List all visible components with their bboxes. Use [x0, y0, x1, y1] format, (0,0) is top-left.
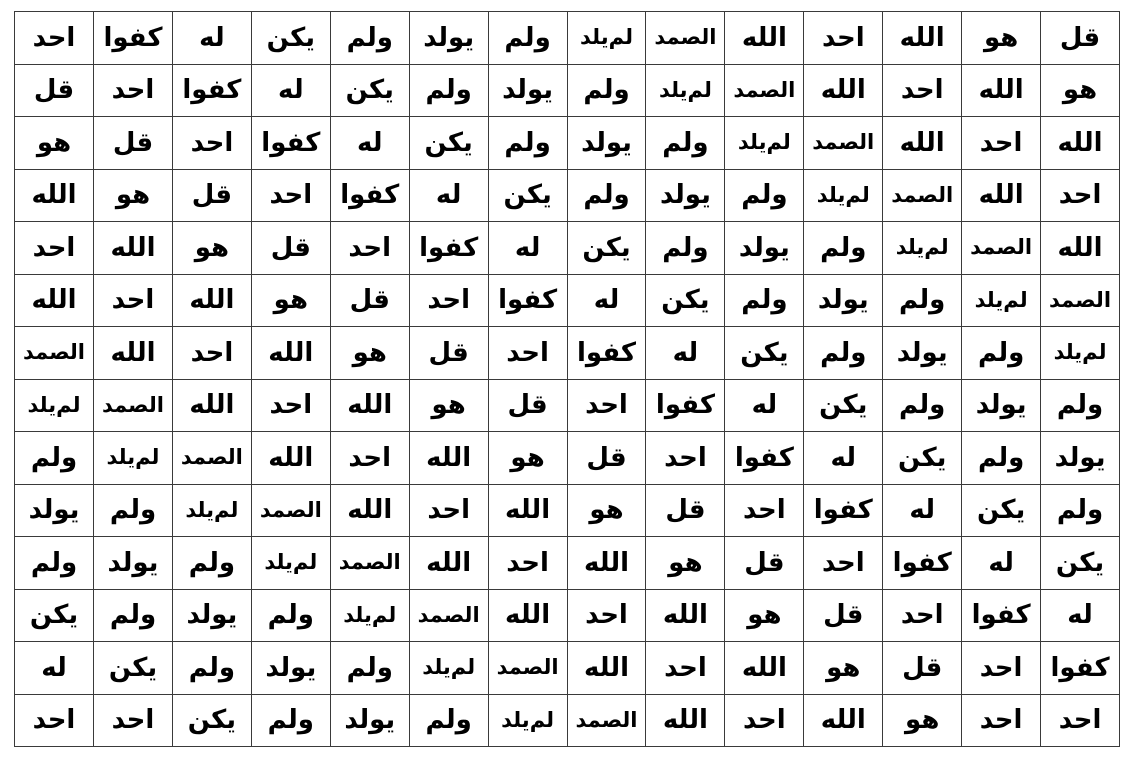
grid-cell: له	[330, 117, 409, 170]
grid-cell: هو	[646, 537, 725, 590]
grid-cell: احد	[725, 484, 804, 537]
grid-cell: يولد	[883, 327, 962, 380]
grid-cell: قل	[725, 537, 804, 590]
grid-cell: احد	[962, 694, 1041, 747]
grid-cell: يولد	[409, 12, 488, 65]
grid-cell: احد	[251, 379, 330, 432]
grid-cell: هو	[251, 274, 330, 327]
grid-cell: يولد	[725, 222, 804, 275]
grid-cell: ولم	[94, 484, 173, 537]
grid-cell: له	[646, 327, 725, 380]
grid-cell: الله	[94, 327, 173, 380]
grid-cell: لم‌يلد	[330, 589, 409, 642]
grid-cell: ولم	[725, 169, 804, 222]
grid-cell: احد	[15, 12, 94, 65]
grid-cell: هو	[94, 169, 173, 222]
grid-cell: الله	[15, 274, 94, 327]
grid-cell: ولم	[172, 537, 251, 590]
grid-cell: ولم	[330, 642, 409, 695]
grid-cell: الصمد	[883, 169, 962, 222]
grid-cell: يولد	[488, 64, 567, 117]
grid-cell: الصمد	[15, 327, 94, 380]
grid-row	[15, 379, 1120, 432]
grid-cell: كفوا	[409, 222, 488, 275]
grid-cell: له	[172, 12, 251, 65]
grid-cell: هو	[409, 379, 488, 432]
grid-cell: ولم	[488, 117, 567, 170]
grid-row	[15, 589, 1120, 642]
grid-cell: له	[1041, 589, 1120, 642]
grid-row	[15, 432, 1120, 485]
grid-cell: يكن	[883, 432, 962, 485]
grid-cell: ولم	[646, 117, 725, 170]
grid-cell: هو	[172, 222, 251, 275]
grid-cell: ولم	[15, 432, 94, 485]
grid-cell: احد	[646, 432, 725, 485]
grid-cell: هو	[883, 694, 962, 747]
grid-row	[15, 694, 1120, 747]
grid-cell: له	[804, 432, 883, 485]
grid-cell: يكن	[1041, 537, 1120, 590]
grid-cell: كفوا	[94, 12, 173, 65]
grid-cell: هو	[962, 12, 1041, 65]
grid-cell: احد	[172, 327, 251, 380]
grid-cell: الصمد	[962, 222, 1041, 275]
grid-cell: الله	[1041, 222, 1120, 275]
grid-cell: ولم	[251, 694, 330, 747]
word-grid-body	[15, 12, 1120, 747]
grid-cell: الله	[251, 327, 330, 380]
grid-cell: يكن	[567, 222, 646, 275]
grid-cell: لم‌يلد	[962, 274, 1041, 327]
grid-cell: كفوا	[646, 379, 725, 432]
grid-cell: يولد	[172, 589, 251, 642]
grid-cell: احد	[725, 694, 804, 747]
grid-cell: قل	[567, 432, 646, 485]
grid-cell: يولد	[330, 694, 409, 747]
grid-cell: يولد	[251, 642, 330, 695]
grid-row	[15, 12, 1120, 65]
grid-cell: قل	[488, 379, 567, 432]
grid-cell: الصمد	[409, 589, 488, 642]
grid-cell: لم‌يلد	[172, 484, 251, 537]
grid-cell: الله	[962, 64, 1041, 117]
grid-cell: قل	[1041, 12, 1120, 65]
grid-cell: احد	[804, 537, 883, 590]
grid-cell: ولم	[883, 274, 962, 327]
grid-cell: الصمد	[94, 379, 173, 432]
grid-cell: احد	[94, 64, 173, 117]
grid-cell: الله	[883, 12, 962, 65]
grid-cell: هو	[725, 589, 804, 642]
grid-row	[15, 222, 1120, 275]
grid-cell: الله	[646, 694, 725, 747]
grid-cell: يكن	[962, 484, 1041, 537]
grid-cell: هو	[1041, 64, 1120, 117]
grid-cell: احد	[15, 222, 94, 275]
grid-cell: الله	[330, 484, 409, 537]
grid-cell: لم‌يلد	[1041, 327, 1120, 380]
grid-row	[15, 484, 1120, 537]
grid-cell: ولم	[567, 64, 646, 117]
grid-cell: احد	[1041, 694, 1120, 747]
grid-cell: كفوا	[251, 117, 330, 170]
grid-cell: احد	[488, 537, 567, 590]
grid-cell: الله	[646, 589, 725, 642]
grid-row	[15, 642, 1120, 695]
grid-cell: ولم	[567, 169, 646, 222]
grid-cell: ولم	[804, 222, 883, 275]
grid-cell: يكن	[488, 169, 567, 222]
grid-cell: له	[883, 484, 962, 537]
grid-cell: هو	[330, 327, 409, 380]
grid-cell: الله	[725, 642, 804, 695]
grid-cell: قل	[15, 64, 94, 117]
grid-cell: الله	[725, 12, 804, 65]
grid-cell: الله	[1041, 117, 1120, 170]
grid-cell: لم‌يلد	[883, 222, 962, 275]
grid-cell: الله	[567, 642, 646, 695]
grid-cell: ولم	[94, 589, 173, 642]
grid-cell: الله	[883, 117, 962, 170]
grid-cell: لم‌يلد	[646, 64, 725, 117]
grid-cell: ولم	[330, 12, 409, 65]
grid-cell: ولم	[646, 222, 725, 275]
grid-cell: ولم	[962, 432, 1041, 485]
grid-cell: الله	[94, 222, 173, 275]
grid-cell: الله	[251, 432, 330, 485]
grid-cell: الصمد	[725, 64, 804, 117]
grid-cell: كفوا	[567, 327, 646, 380]
grid-cell: هو	[488, 432, 567, 485]
grid-cell: قل	[94, 117, 173, 170]
grid-cell: ولم	[883, 379, 962, 432]
word-grid	[14, 11, 1120, 747]
grid-cell: ولم	[409, 694, 488, 747]
grid-cell: لم‌يلد	[488, 694, 567, 747]
grid-cell: ولم	[488, 12, 567, 65]
grid-cell: يولد	[567, 117, 646, 170]
grid-cell: ولم	[15, 537, 94, 590]
grid-cell: يكن	[15, 589, 94, 642]
grid-cell: ولم	[725, 274, 804, 327]
grid-cell: احد	[962, 642, 1041, 695]
grid-cell: احد	[94, 694, 173, 747]
grid-cell: ولم	[1041, 379, 1120, 432]
grid-cell: الصمد	[804, 117, 883, 170]
grid-cell: يكن	[172, 694, 251, 747]
grid-cell: يكن	[804, 379, 883, 432]
grid-cell: كفوا	[1041, 642, 1120, 695]
grid-cell: احد	[567, 589, 646, 642]
grid-row	[15, 169, 1120, 222]
grid-cell: له	[962, 537, 1041, 590]
grid-cell: قل	[330, 274, 409, 327]
grid-cell: يولد	[962, 379, 1041, 432]
grid-row	[15, 64, 1120, 117]
grid-cell: يولد	[15, 484, 94, 537]
grid-cell: له	[15, 642, 94, 695]
grid-cell: كفوا	[962, 589, 1041, 642]
grid-cell: الله	[962, 169, 1041, 222]
grid-cell: له	[409, 169, 488, 222]
grid-row	[15, 117, 1120, 170]
grid-cell: الصمد	[1041, 274, 1120, 327]
grid-cell: قل	[804, 589, 883, 642]
grid-cell: احد	[488, 327, 567, 380]
grid-cell: الصمد	[567, 694, 646, 747]
grid-cell: الصمد	[251, 484, 330, 537]
grid-cell: يولد	[1041, 432, 1120, 485]
grid-cell: الله	[804, 64, 883, 117]
grid-cell: كفوا	[172, 64, 251, 117]
grid-cell: يكن	[94, 642, 173, 695]
grid-cell: يولد	[94, 537, 173, 590]
grid-cell: يكن	[725, 327, 804, 380]
grid-cell: احد	[567, 379, 646, 432]
grid-cell: الصمد	[330, 537, 409, 590]
grid-cell: الله	[409, 537, 488, 590]
grid-cell: له	[725, 379, 804, 432]
grid-cell: قل	[409, 327, 488, 380]
grid-cell: لم‌يلد	[725, 117, 804, 170]
grid-cell: الصمد	[646, 12, 725, 65]
grid-cell: قل	[883, 642, 962, 695]
grid-cell: ولم	[409, 64, 488, 117]
grid-cell: الله	[488, 589, 567, 642]
grid-cell: كفوا	[725, 432, 804, 485]
grid-cell: الله	[567, 537, 646, 590]
grid-cell: كفوا	[330, 169, 409, 222]
grid-cell: ولم	[1041, 484, 1120, 537]
grid-cell: قل	[251, 222, 330, 275]
grid-cell: احد	[883, 589, 962, 642]
grid-cell: ولم	[251, 589, 330, 642]
grid-cell: الصمد	[488, 642, 567, 695]
grid-row	[15, 327, 1120, 380]
grid-cell: كفوا	[488, 274, 567, 327]
grid-cell: احد	[15, 694, 94, 747]
grid-cell: الله	[488, 484, 567, 537]
grid-cell: لم‌يلد	[15, 379, 94, 432]
grid-cell: لم‌يلد	[567, 12, 646, 65]
grid-cell: لم‌يلد	[409, 642, 488, 695]
grid-cell: يولد	[804, 274, 883, 327]
grid-cell: هو	[567, 484, 646, 537]
grid-cell: احد	[330, 432, 409, 485]
grid-cell: لم‌يلد	[94, 432, 173, 485]
grid-cell: كفوا	[804, 484, 883, 537]
grid-cell: قل	[172, 169, 251, 222]
grid-cell: احد	[804, 12, 883, 65]
grid-cell: الله	[172, 274, 251, 327]
grid-cell: احد	[1041, 169, 1120, 222]
grid-cell: الله	[409, 432, 488, 485]
grid-cell: احد	[962, 117, 1041, 170]
grid-cell: احد	[94, 274, 173, 327]
grid-cell: قل	[646, 484, 725, 537]
grid-row	[15, 537, 1120, 590]
grid-cell: احد	[883, 64, 962, 117]
grid-cell: لم‌يلد	[804, 169, 883, 222]
grid-cell: احد	[330, 222, 409, 275]
grid-cell: كفوا	[883, 537, 962, 590]
grid-cell: الصمد	[172, 432, 251, 485]
grid-cell: لم‌يلد	[251, 537, 330, 590]
grid-cell: احد	[409, 274, 488, 327]
grid-cell: له	[251, 64, 330, 117]
grid-cell: الله	[15, 169, 94, 222]
grid-cell: ولم	[804, 327, 883, 380]
grid-cell: احد	[172, 117, 251, 170]
grid-cell: الله	[172, 379, 251, 432]
grid-cell: احد	[409, 484, 488, 537]
grid-cell: الله	[330, 379, 409, 432]
grid-cell: ولم	[962, 327, 1041, 380]
word-grid-container	[14, 11, 1120, 747]
grid-cell: يكن	[409, 117, 488, 170]
grid-cell: احد	[646, 642, 725, 695]
grid-cell: له	[567, 274, 646, 327]
grid-cell: له	[488, 222, 567, 275]
grid-cell: الله	[804, 694, 883, 747]
grid-cell: يولد	[646, 169, 725, 222]
grid-cell: يكن	[330, 64, 409, 117]
grid-cell: يكن	[251, 12, 330, 65]
grid-cell: احد	[251, 169, 330, 222]
grid-cell: هو	[804, 642, 883, 695]
grid-row	[15, 274, 1120, 327]
grid-cell: يكن	[646, 274, 725, 327]
grid-cell: ولم	[172, 642, 251, 695]
grid-cell: هو	[15, 117, 94, 170]
